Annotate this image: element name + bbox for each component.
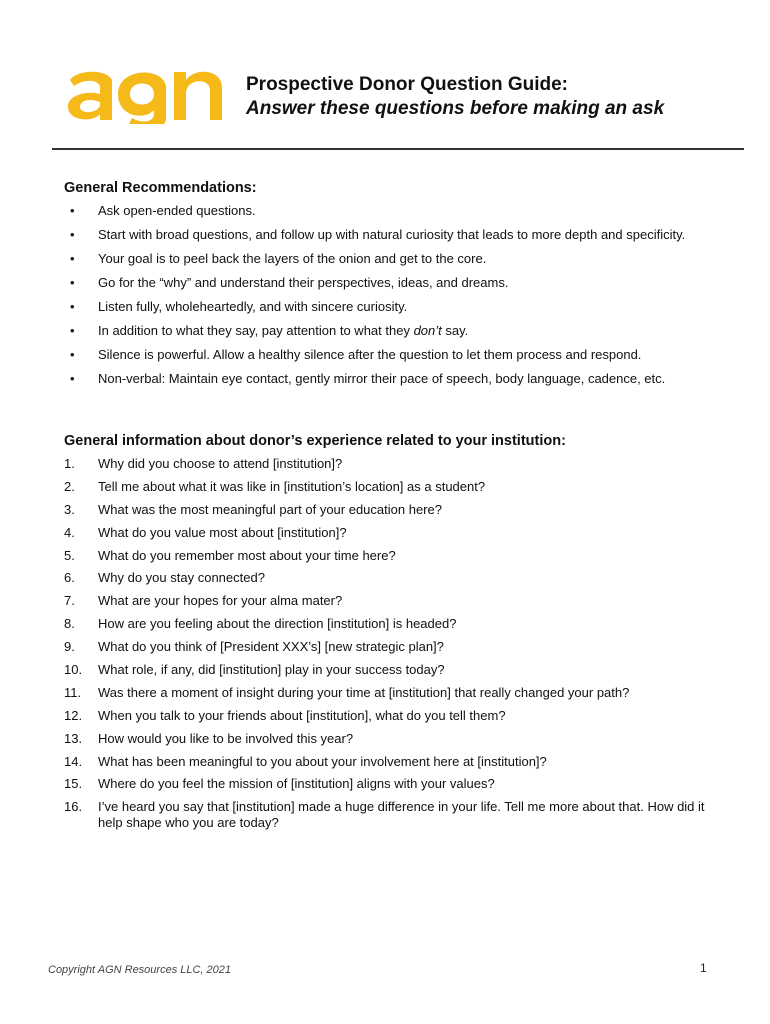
general-info-heading: General information about donor’s experience related to your institution: [64, 433, 566, 449]
question-text: Was there a moment of insight during your time at [institution] that really changed your path? [98, 684, 630, 700]
question-text: What role, if any, did [institution] play in your success today? [98, 662, 445, 678]
recommendation-text: Start with broad questions, and follow up with natural curiosity that leads to more depth and specificity. [98, 227, 686, 242]
question-number: 12. [64, 707, 83, 723]
question-item [64, 593, 724, 609]
question-text: What do you think of [President XXX’s] [new strategic plan]? [98, 639, 444, 655]
question-number: 11. [64, 684, 82, 700]
question-text: Tell me about what it was like in [institution’s location] as a student? [98, 478, 486, 494]
recommendation-text: Silence is powerful. Allow a healthy silence after the question to let them process and respond. [98, 347, 642, 362]
question-item [64, 754, 724, 770]
header [246, 74, 746, 120]
bullet-icon: • [70, 251, 75, 266]
recommendation-item [64, 299, 724, 315]
question-text: Where do you feel the mission of [institution] aligns with your values? [98, 776, 495, 792]
bullet-icon: • [70, 203, 75, 218]
recommendations-heading: General Recommendations: [64, 180, 257, 196]
recommendation-text: Listen fully, wholeheartedly, and with sincere curiosity. [98, 299, 408, 314]
recommendation-item [64, 203, 724, 219]
recommendation-emphasis: don’t [413, 323, 442, 338]
question-item [64, 502, 724, 518]
question-item [64, 685, 724, 701]
question-item [64, 525, 724, 541]
recommendation-item [64, 227, 724, 243]
question-number: 4. [64, 524, 75, 540]
recommendation-item [64, 275, 724, 291]
question-item [64, 731, 724, 747]
question-item [64, 548, 724, 564]
bullet-icon: • [70, 371, 75, 386]
question-number: 1. [64, 456, 75, 471]
question-item [64, 776, 724, 792]
question-text: Why do you stay connected? [98, 570, 265, 586]
question-item [64, 616, 724, 632]
recommendation-text: In addition to what they say, pay attention to what they [98, 323, 414, 338]
question-text: What has been meaningful to you about your involvement here at [institution]? [98, 753, 547, 769]
bullet-icon: • [70, 275, 75, 290]
question-text: How are you feeling about the direction [institution] is headed? [98, 616, 457, 632]
agn-logo-mark [66, 58, 226, 124]
question-number: 8. [64, 616, 75, 632]
recommendation-text: Non-verbal: Maintain eye contact, gently mirror their pace of speech, body language, cadence, etc. [98, 371, 666, 386]
question-number: 9. [64, 639, 75, 655]
page-number: 1 [700, 961, 707, 975]
question-item [64, 479, 724, 495]
recommendation-text: Your goal is to peel back the layers of the onion and get to the core. [98, 251, 487, 266]
question-item [64, 456, 724, 472]
question-text: What was the most meaningful part of your education here? [98, 501, 442, 517]
question-number: 13. [64, 730, 83, 746]
footer-copyright: Copyright AGN Resources LLC, 2021 [48, 964, 232, 976]
question-number: 5. [64, 547, 75, 563]
question-number: 7. [64, 593, 75, 609]
recommendation-item [64, 251, 724, 267]
question-number: 14. [64, 753, 83, 769]
bullet-icon: • [70, 323, 75, 338]
page-title: Prospective Donor Question Guide: [246, 74, 568, 95]
recommendations-list [64, 203, 724, 395]
question-text: What do you value most about [institution]? [98, 524, 347, 540]
question-item [64, 708, 724, 724]
header-divider [52, 148, 744, 150]
questions-list [64, 456, 724, 838]
recommendation-item [64, 323, 724, 339]
question-text: Why did you choose to attend [institution]? [98, 456, 343, 471]
question-item [64, 639, 724, 655]
page-subtitle: Answer these questions before making an ask [246, 98, 665, 119]
question-item [64, 662, 724, 678]
recommendation-text: Go for the “why” and understand their perspectives, ideas, and dreams. [98, 275, 509, 290]
recommendation-item [64, 347, 724, 363]
question-number: 3. [64, 501, 75, 517]
question-number: 16. [64, 799, 83, 815]
question-number: 15. [64, 776, 83, 792]
bullet-icon: • [70, 347, 75, 362]
question-number: 2. [64, 478, 75, 494]
question-text: What are your hopes for your alma mater? [98, 593, 343, 609]
recommendation-text: Ask open-ended questions. [98, 203, 256, 218]
bullet-icon: • [70, 299, 75, 314]
question-number: 6. [64, 570, 75, 586]
question-item [64, 799, 724, 831]
agn-logo [66, 58, 226, 124]
question-item [64, 570, 724, 586]
question-text: How would you like to be involved this year? [98, 730, 354, 746]
recommendation-item [64, 371, 724, 387]
question-text: I’ve heard you say that [institution] made a huge difference in your life. Tell me more about that. How did it help shape who you are today? [98, 799, 705, 831]
question-number: 10. [64, 662, 83, 678]
question-text: When you talk to your friends about [institution], what do you tell them? [98, 707, 506, 723]
recommendation-text: say. [441, 323, 469, 338]
question-text: What do you remember most about your time here? [98, 547, 396, 563]
bullet-icon: • [70, 227, 75, 242]
